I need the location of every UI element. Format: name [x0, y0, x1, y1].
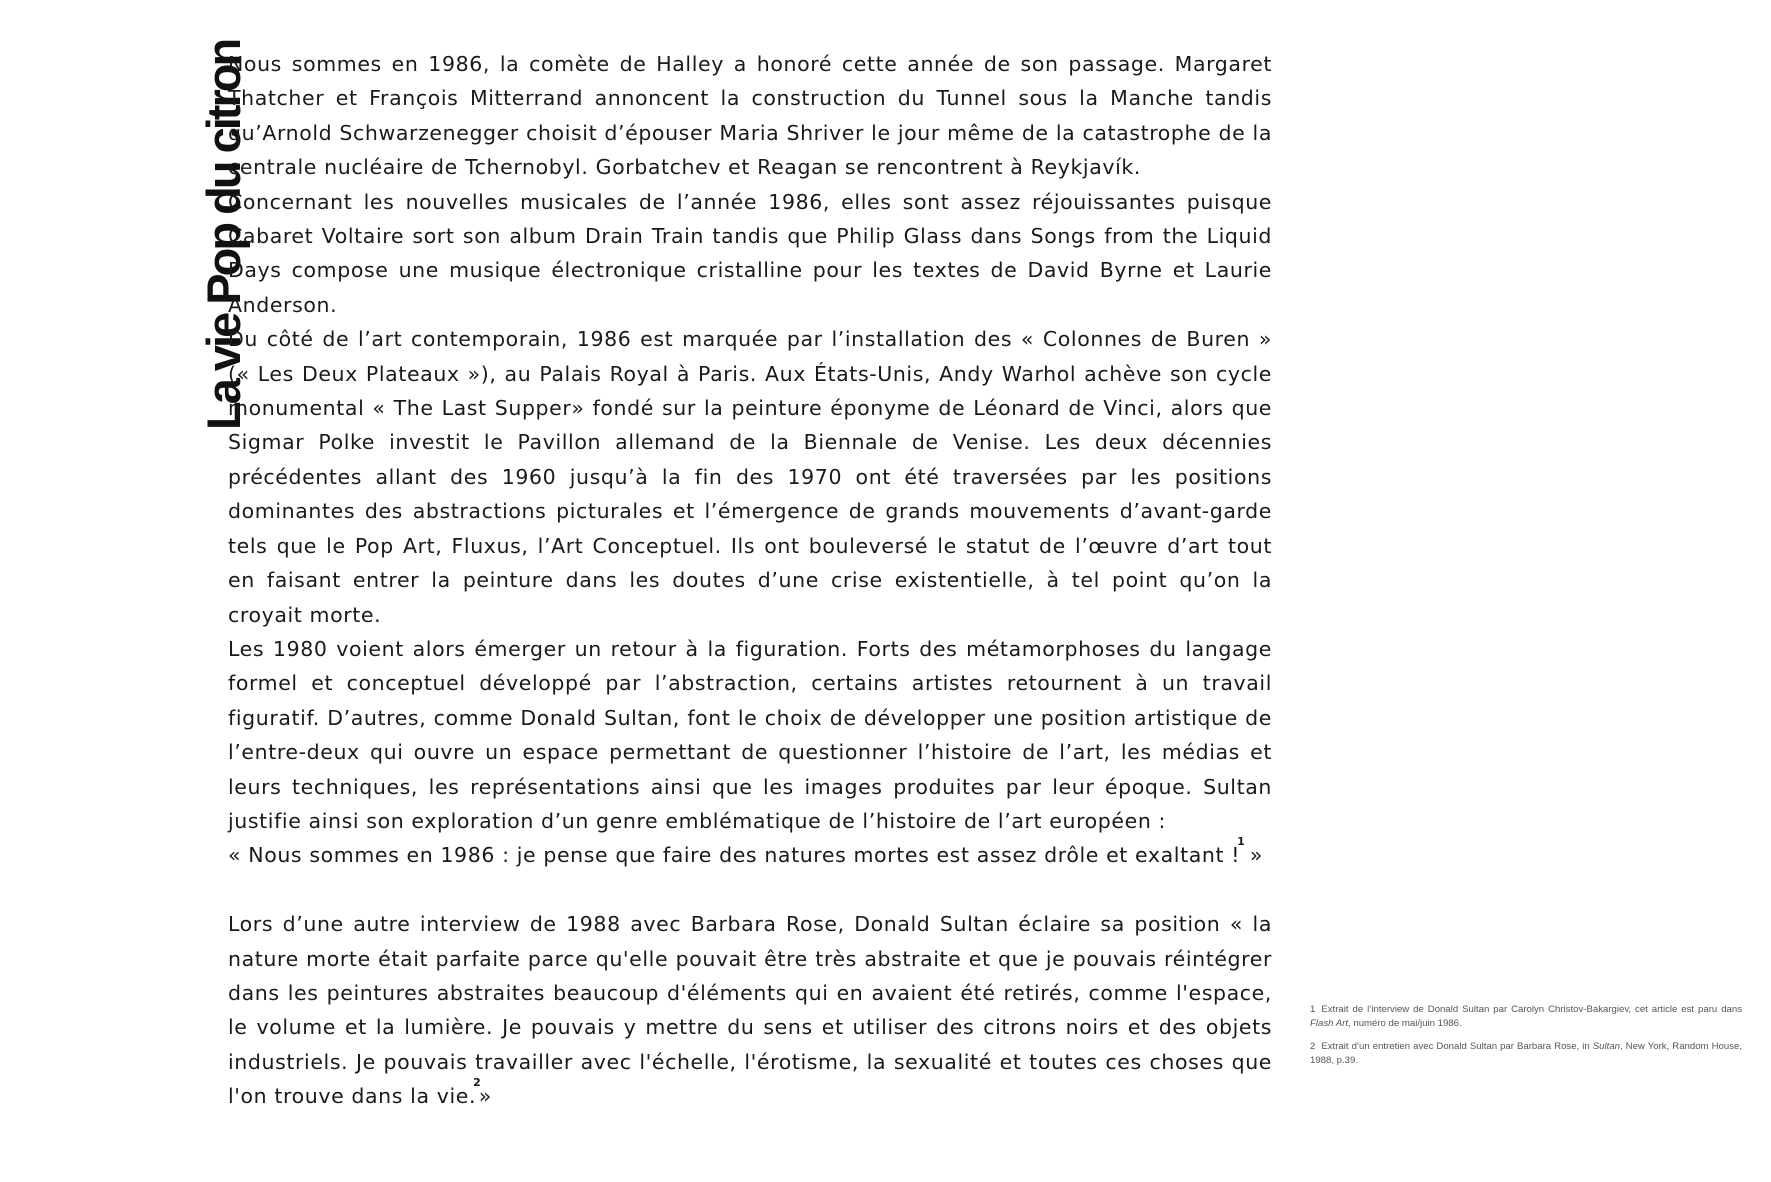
paragraph-music: Concernant les nouvelles musicales de l’année 1986, elles sont assez réjouissantes puisque Cabaret Voltaire sort son album Drain Train tandis que Philip Glass dans Songs from the Liquid Days compose une musique électronique cristalline pour les textes de David Byrne et Laurie Anderson. — [228, 189, 1272, 317]
footnotes — [1310, 1003, 1742, 1077]
footnote-1-title: Flash Art — [1310, 1018, 1349, 1029]
footnote-2-title: Sultan — [1592, 1041, 1620, 1052]
quote-1-end: » — [1242, 843, 1263, 868]
quote-1-text: « Nous sommes en 1986 : je pense que faire des natures mortes est assez drôle et exaltant ! — [228, 843, 1241, 868]
paragraph-barbara-rose-end: » — [478, 1084, 492, 1109]
paragraph-barbara-rose — [228, 907, 1272, 1113]
footnote-2-number: 2 — [1310, 1041, 1316, 1052]
article-body — [228, 47, 1272, 1114]
paragraph-barbara-rose-text: Lors d’une autre interview de 1988 avec Barbara Rose, Donald Sultan éclaire sa position « la nature morte était parfaite parce qu'elle pouvait être très abstraite et que je pouvais réintégrer dans les peintures abstraites beaucoup d'éléments qui en avaient été retirés, comme l'espace, le volume et la lumière. Je pouvais y mettre du sens et utiliser des citrons noirs et des objets industriels. Je pouvais travailler avec l'échelle, l'érotisme, la sexualité et toutes ces choses que l'on trouve dans la vie. — [228, 912, 1272, 1109]
side-title: La vie Pop du citron — [197, 40, 250, 430]
paragraph-figuration: Les 1980 voient alors émerger un retour à la figuration. Forts des métamorphoses du langage formel et conceptuel développé par l’abstraction, certains artistes retournent à un travail figuratif. D’autres, comme Donald Sultan, font le choix de développer une position artistique de l’entre-deux qui ouvre un espace permettant de questionner l’histoire de l’art, les médias et leurs techniques, les représentations ainsi que les images produites par leur époque. Sultan justifie ainsi son exploration d’un genre emblématique de l’histoire de l’art européen : — [228, 636, 1272, 833]
paragraph-contemporary-art: Du côté de l’art contemporain, 1986 est marquée par l’installation des « Colonnes de Buren » (« Les Deux Plateaux »), au Palais Royal à Paris. Aux États-Unis, Andy Warhol achève son cycle monumental « The Last Supper» fondé sur la peinture éponyme de Léonard de Vinci, alors que Sigmar Polke investit le Pavillon allemand de la Biennale de Venise. Les deux décennies précédentes allant des 1960 jusqu’à la fin des 1970 ont été traversées par les positions dominantes des abstractions picturales et l’émergence de grands mouvements d’avant-garde tels que le Pop Art, Fluxus, l’Art Conceptuel. Ils ont bouleversé le statut de l’œuvre d’art tout en faisant entrer la peinture dans les doutes d’une crise existentielle, à tel point qu’on la croyait morte. — [228, 327, 1272, 627]
footnote-1 — [1310, 1003, 1742, 1031]
paragraph-1986-events: Nous sommes en 1986, la comète de Halley a honoré cette année de son passage. Margaret Thatcher et François Mitterrand annoncent la construction du Tunnel sous la Manche tandis qu’Arnold Schwarzenegger choisit d’épouser Maria Shriver le jour même de la catastrophe de la centrale nucléaire de Tchernobyl. Gorbatchev et Reagan se rencontrent à Reykjavík. — [228, 52, 1272, 180]
footnote-ref-1[interactable]: 1 — [1237, 835, 1245, 849]
footnote-2-text: Extrait d’un entretien avec Donald Sultan par Barbara Rose, in — [1321, 1041, 1593, 1052]
footnote-2-details: , New York, Random House, 1988, p.39. — [1310, 1041, 1742, 1066]
footnote-1-details: , numéro de mai/juin 1986. — [1348, 1018, 1462, 1029]
footnote-ref-2[interactable]: 2 — [473, 1076, 481, 1090]
footnote-1-number: 1 — [1310, 1004, 1316, 1015]
footnote-1-text: Extrait de l’interview de Donald Sultan par Carolyn Christov-Bakargiev, cet article est paru dans — [1321, 1004, 1742, 1015]
footnote-2 — [1310, 1040, 1742, 1068]
quote-sultan-1986 — [228, 835, 1272, 872]
